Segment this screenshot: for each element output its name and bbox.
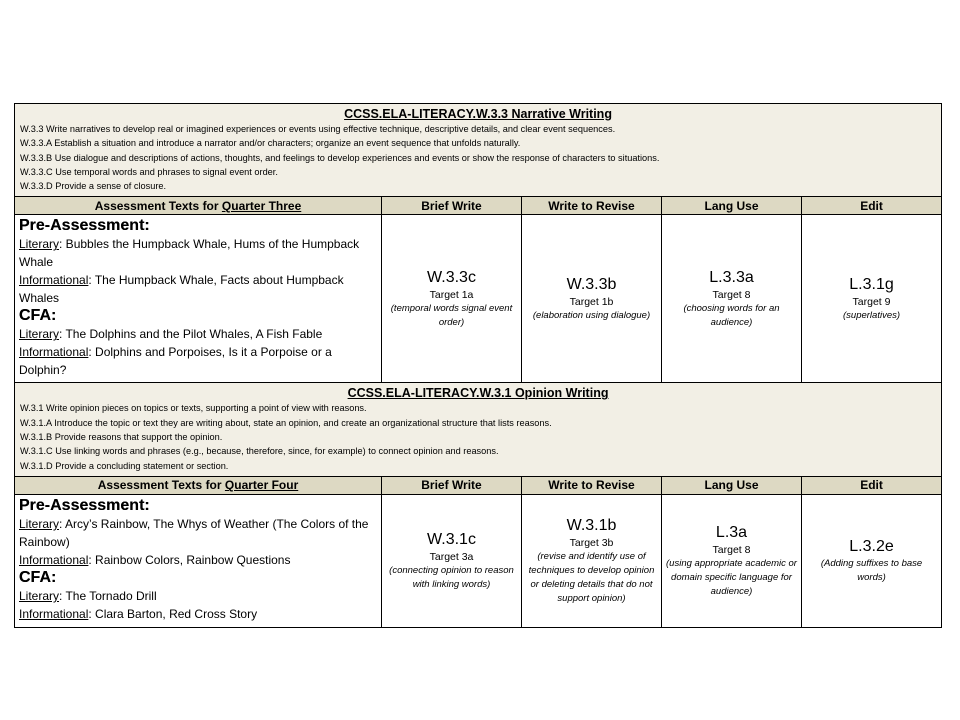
informational-texts: : Clara Barton, Red Cross Story	[88, 606, 258, 621]
target-description: (superlatives)	[843, 310, 901, 322]
quarter-label: Quarter Four	[224, 478, 299, 493]
informational-texts: : The Humpback Whale, Facts about Humpback Whales	[19, 273, 344, 306]
narrative-standards-block	[15, 104, 942, 197]
target-label: Target 1a	[429, 289, 474, 302]
opinion-standards-block	[15, 383, 942, 476]
cfa-heading: CFA:	[19, 307, 57, 325]
standard-code: L.3.2e	[849, 538, 894, 556]
informational-texts: : Dolphins and Porpoises, Is it a Porpoise or a Dolphin?	[19, 345, 332, 378]
standard-line: W.3.1.A Introduce the topic or text they are writing about, state an opinion, and create an organizational structure that lists reasons.	[20, 417, 552, 428]
quarter-three-header-row	[15, 197, 942, 215]
quarter-label: Quarter Three	[221, 198, 302, 213]
target-label: Target 3b	[569, 537, 614, 550]
standard-line: W.3.3.D Provide a sense of closure.	[20, 181, 167, 192]
informational-label: Informational	[19, 552, 89, 567]
cfa-heading: CFA:	[19, 568, 57, 586]
target-description: (connecting opinion to reason with linking words)	[389, 565, 514, 591]
header-prefix: Assessment Texts for	[94, 198, 222, 213]
write-to-revise-cell	[522, 494, 662, 627]
target-description: (elaboration using dialogue)	[532, 310, 651, 322]
lang-use-cell	[662, 494, 802, 627]
target-description: (temporal words signal event order)	[390, 303, 513, 329]
quarter-three-texts-cell	[15, 215, 382, 383]
cfa-informational-line	[19, 605, 377, 623]
assessment-texts-header	[15, 197, 382, 215]
literary-texts: : The Dolphins and the Pilot Whales, A Fish Fable	[59, 327, 323, 342]
target-description: (revise and identify use of techniques to develop opinion or deleting details that do not support opinion)	[528, 551, 655, 605]
standard-line: W.3.3.A Establish a situation and introduce a narrator and/or characters; organize an event sequence that unfolds naturally.	[20, 138, 521, 149]
standard-line: W.3.3.B Use dialogue and descriptions of actions, thoughts, and feelings to develop experiences and events or show the response of characters to situations.	[20, 152, 660, 163]
standards-table	[14, 103, 942, 628]
pre-literary-line	[19, 235, 377, 271]
target-label: Target 1b	[569, 296, 614, 309]
standard-line: W.3.1.B Provide reasons that support the opinion.	[20, 432, 223, 443]
narrative-standard-title: CCSS.ELA-LITERACY.W.3.3 Narrative Writing	[344, 107, 612, 121]
cfa-informational-line	[19, 343, 377, 379]
literary-label: Literary	[19, 588, 60, 603]
brief-write-header: Brief Write	[382, 476, 522, 494]
target-description: (Adding suffixes to base words)	[820, 558, 923, 584]
opinion-standard-title: CCSS.ELA-LITERACY.W.3.1 Opinion Writing	[347, 386, 609, 401]
informational-label: Informational	[19, 273, 89, 288]
header-prefix: Assessment Texts for	[97, 478, 225, 493]
informational-label: Informational	[19, 345, 89, 360]
write-to-revise-header: Write to Revise	[522, 476, 662, 494]
pre-assessment-heading: Pre-Assessment:	[19, 496, 150, 514]
lang-use-cell	[662, 215, 802, 383]
cfa-literary-line	[19, 325, 377, 343]
quarter-four-content-row	[15, 494, 942, 627]
write-to-revise-cell	[522, 215, 662, 383]
literary-label: Literary	[19, 327, 60, 342]
informational-label: Informational	[19, 606, 89, 621]
literary-label: Literary	[19, 516, 60, 531]
target-description: (choosing words for an audience)	[683, 303, 780, 329]
standard-line: W.3.1 Write opinion pieces on topics or texts, supporting a point of view with reasons.	[20, 403, 367, 414]
edit-cell	[802, 494, 942, 627]
literary-texts: : Bubbles the Humpback Whale, Hums of the Humpback Whale	[19, 237, 360, 270]
cfa-literary-line	[19, 587, 377, 605]
quarter-four-texts-cell	[15, 494, 382, 627]
target-description: (using appropriate academic or domain specific language for audience)	[666, 558, 797, 598]
literary-texts: : The Tornado Drill	[59, 588, 157, 603]
standard-code: W.3.1c	[427, 531, 476, 549]
opinion-standards-row	[15, 383, 942, 476]
informational-texts: : Rainbow Colors, Rainbow Questions	[88, 552, 291, 567]
target-label: Target 9	[852, 296, 891, 309]
standard-code: L.3a	[715, 524, 748, 542]
write-to-revise-header: Write to Revise	[522, 197, 662, 215]
narrative-standards-row	[15, 104, 942, 197]
quarter-three-content-row	[15, 215, 942, 383]
literary-label: Literary	[19, 237, 60, 252]
brief-write-header: Brief Write	[382, 197, 522, 215]
brief-write-cell	[382, 494, 522, 627]
assessment-texts-header	[15, 476, 382, 494]
pre-literary-line	[19, 515, 377, 551]
standard-code: W.3.3b	[566, 276, 617, 294]
literary-texts: : Arcy’s Rainbow, The Whys of Weather (The Colors of the Rainbow)	[19, 516, 369, 549]
lang-use-header: Lang Use	[662, 197, 802, 215]
standard-line: W.3.3 Write narratives to develop real or imagined experiences or events using effective technique, descriptive details, and clear event sequences.	[20, 124, 616, 134]
standard-code: L.3.1g	[849, 276, 894, 294]
pre-informational-line	[19, 551, 377, 569]
edit-header: Edit	[802, 476, 942, 494]
standard-code: L.3.3a	[709, 269, 754, 287]
standard-line: W.3.3.C Use temporal words and phrases to signal event order.	[20, 166, 278, 177]
standard-line: W.3.1.D Provide a concluding statement or section.	[20, 460, 229, 471]
target-label: Target 3a	[429, 551, 474, 564]
edit-cell	[802, 215, 942, 383]
standard-code: W.3.1b	[566, 517, 617, 535]
pre-informational-line	[19, 271, 377, 307]
brief-write-cell	[382, 215, 522, 383]
pre-assessment-heading: Pre-Assessment:	[19, 217, 150, 235]
standard-line: W.3.1.C Use linking words and phrases (e.g., because, therefore, since, for example) to connect opinion and reasons.	[20, 446, 499, 457]
standard-code: W.3.3c	[427, 269, 476, 287]
target-label: Target 8	[712, 289, 751, 302]
quarter-four-header-row	[15, 476, 942, 494]
lang-use-header: Lang Use	[662, 476, 802, 494]
edit-header: Edit	[802, 197, 942, 215]
target-label: Target 8	[712, 544, 751, 557]
